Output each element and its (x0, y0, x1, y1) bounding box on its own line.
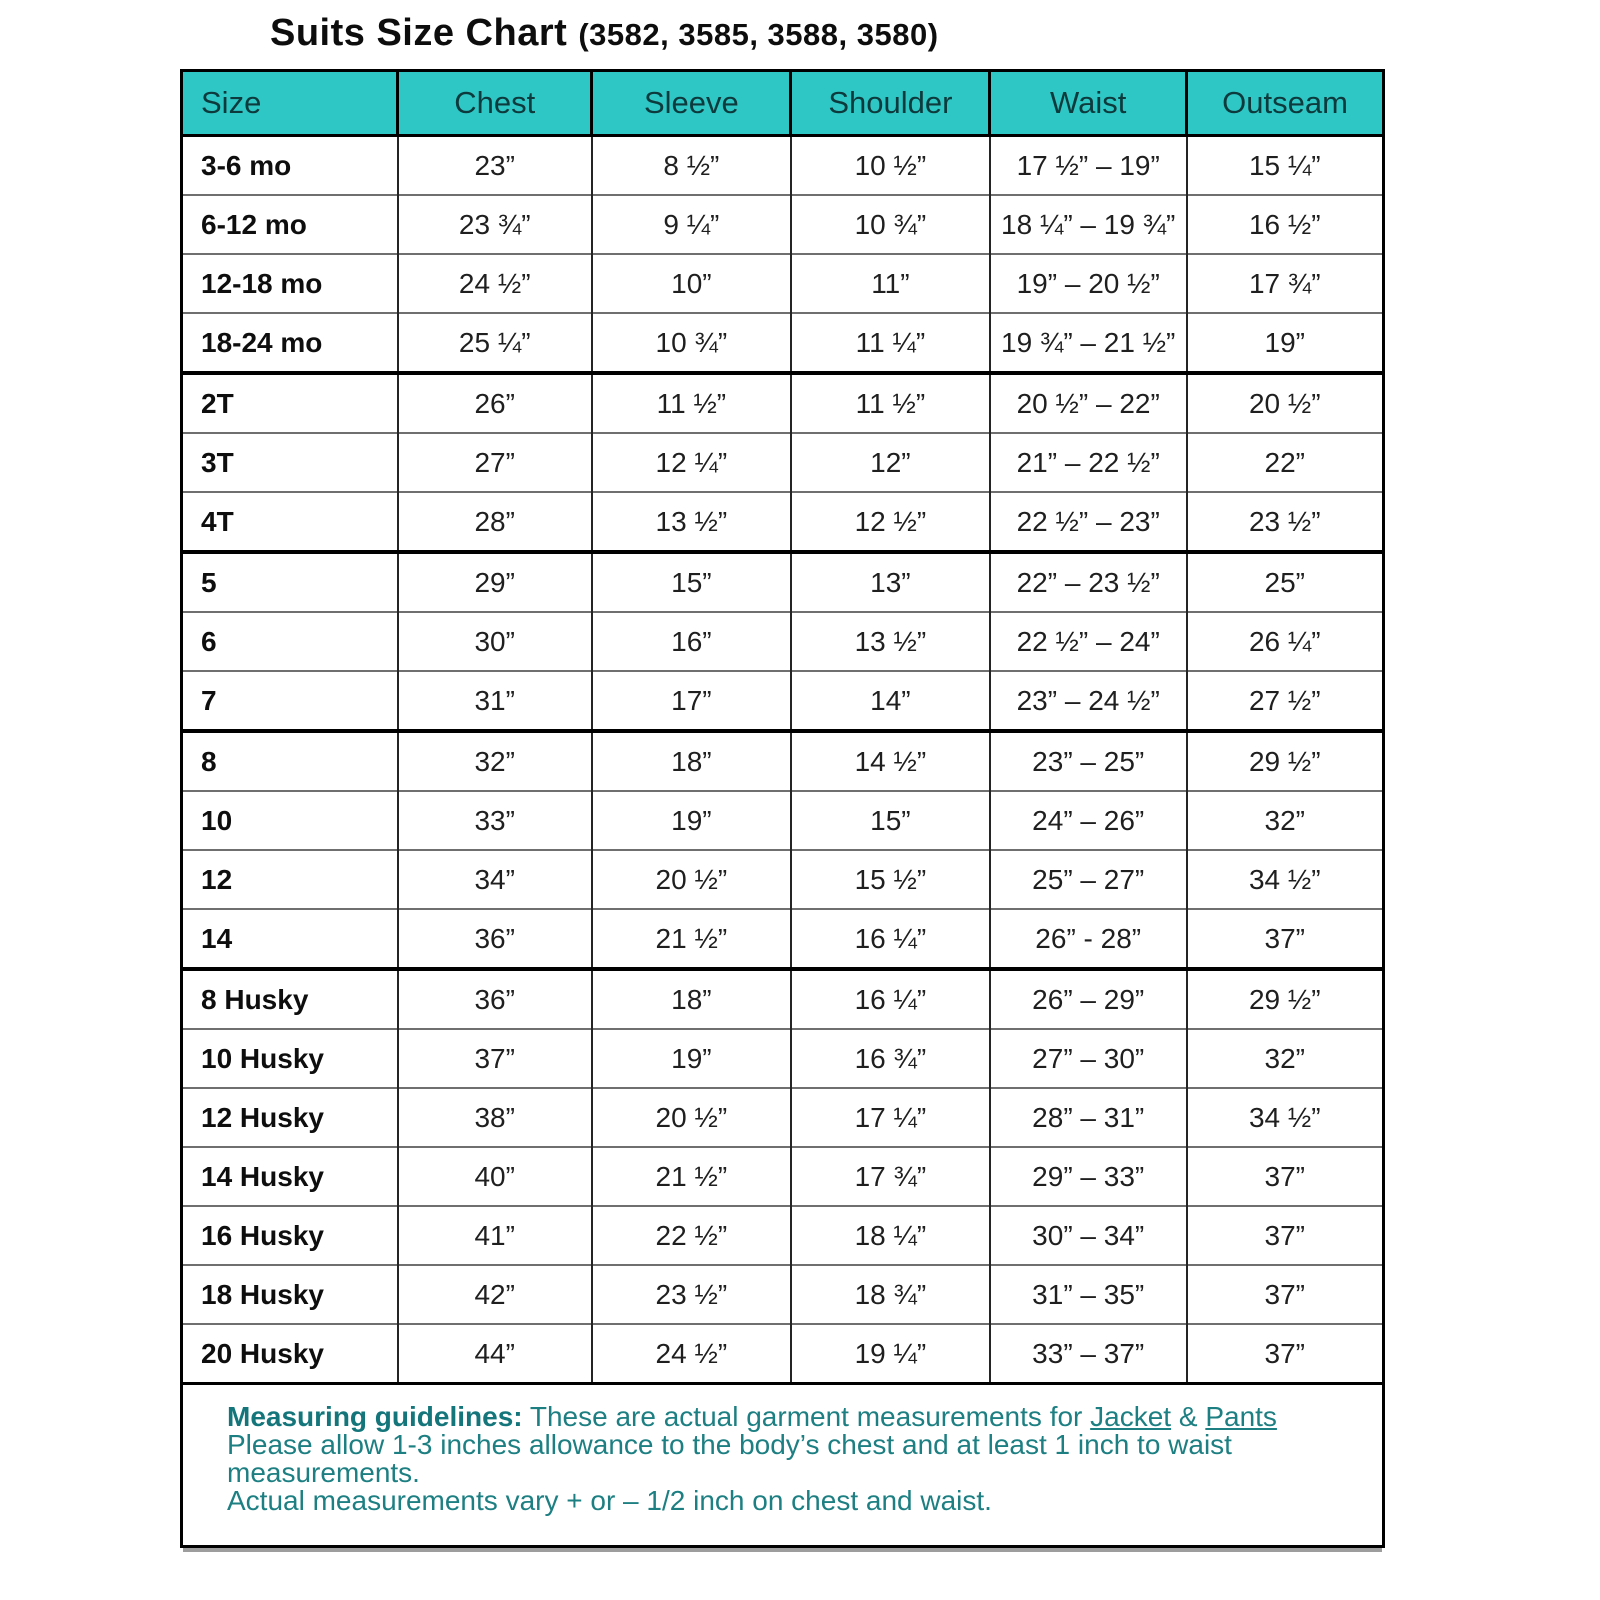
shoulder-cell: 15 ½” (791, 850, 990, 909)
sleeve-cell: 12 ¼” (592, 433, 791, 492)
sleeve-cell: 21 ½” (592, 1147, 791, 1206)
title-main: Suits Size Chart (270, 12, 568, 54)
sleeve-cell: 13 ½” (592, 492, 791, 552)
table-row (183, 671, 1382, 731)
guidelines-amp: & (1171, 1401, 1206, 1432)
size-cell: 7 (183, 671, 398, 731)
waist-cell: 28” – 31” (990, 1088, 1187, 1147)
waist-cell: 29” – 33” (990, 1147, 1187, 1206)
outseam-cell: 37” (1187, 1265, 1382, 1324)
size-cell: 6 (183, 612, 398, 671)
shoulder-cell: 11 ½” (791, 373, 990, 433)
size-cell: 3-6 mo (183, 136, 398, 196)
shoulder-cell: 10 ½” (791, 136, 990, 196)
sleeve-cell: 23 ½” (592, 1265, 791, 1324)
chest-cell: 31” (398, 671, 592, 731)
chest-cell: 26” (398, 373, 592, 433)
size-cell: 14 (183, 909, 398, 969)
waist-cell: 18 ¼” – 19 ¾” (990, 195, 1187, 254)
guidelines-line-2: Please allow 1-3 inches allowance to the body’s chest and at least 1 inch to waist measurements. (227, 1429, 1232, 1488)
table-row (183, 1029, 1382, 1088)
table-row (183, 492, 1382, 552)
table-row (183, 969, 1382, 1029)
table-body (183, 136, 1382, 1383)
table-row (183, 136, 1382, 196)
shoulder-cell: 16 ¼” (791, 969, 990, 1029)
waist-cell: 26” - 28” (990, 909, 1187, 969)
size-cell: 12 Husky (183, 1088, 398, 1147)
header-row (183, 72, 1382, 136)
size-cell: 6-12 mo (183, 195, 398, 254)
outseam-cell: 34 ½” (1187, 850, 1382, 909)
table-row (183, 1147, 1382, 1206)
outseam-cell: 26 ¼” (1187, 612, 1382, 671)
chest-cell: 28” (398, 492, 592, 552)
table-row (183, 254, 1382, 313)
shoulder-cell: 19 ¼” (791, 1324, 990, 1382)
waist-cell: 17 ½” – 19” (990, 136, 1187, 196)
table-row (183, 791, 1382, 850)
chest-cell: 27” (398, 433, 592, 492)
measuring-guidelines (183, 1382, 1382, 1545)
size-cell: 4T (183, 492, 398, 552)
shoulder-cell: 17 ¾” (791, 1147, 990, 1206)
outseam-cell: 37” (1187, 909, 1382, 969)
sleeve-cell: 18” (592, 731, 791, 791)
sleeve-cell: 10” (592, 254, 791, 313)
sleeve-cell: 21 ½” (592, 909, 791, 969)
waist-cell: 26” – 29” (990, 969, 1187, 1029)
waist-cell: 23” – 24 ½” (990, 671, 1187, 731)
waist-cell: 19 ¾” – 21 ½” (990, 313, 1187, 373)
sleeve-cell: 10 ¾” (592, 313, 791, 373)
shoulder-cell: 18 ¾” (791, 1265, 990, 1324)
size-cell: 10 (183, 791, 398, 850)
outseam-cell: 29 ½” (1187, 969, 1382, 1029)
shoulder-cell: 17 ¼” (791, 1088, 990, 1147)
shoulder-cell: 18 ¼” (791, 1206, 990, 1265)
chest-cell: 38” (398, 1088, 592, 1147)
guidelines-line-3: Actual measurements vary + or – 1/2 inch on chest and waist. (227, 1485, 992, 1516)
waist-cell: 22 ½” – 24” (990, 612, 1187, 671)
chest-cell: 42” (398, 1265, 592, 1324)
table-row (183, 909, 1382, 969)
size-cell: 16 Husky (183, 1206, 398, 1265)
size-cell: 2T (183, 373, 398, 433)
outseam-cell: 15 ¼” (1248, 149, 1321, 181)
pants-link: Pants (1205, 1401, 1277, 1432)
size-chart-frame (180, 69, 1385, 1548)
chest-cell: 23 ¾” (398, 195, 592, 254)
shoulder-cell: 13 ½” (791, 612, 990, 671)
shoulder-cell: 16 ¾” (791, 1029, 990, 1088)
header-waist: Waist (990, 72, 1187, 136)
chest-cell: 36” (398, 969, 592, 1029)
size-chart-table (183, 72, 1382, 1382)
page-title (270, 12, 1600, 55)
table-row (183, 552, 1382, 612)
chest-cell: 29” (398, 552, 592, 612)
waist-cell: 22” – 23 ½” (990, 552, 1187, 612)
table-row (183, 373, 1382, 433)
shoulder-cell: 11 ¼” (791, 313, 990, 373)
table-row (183, 1324, 1382, 1382)
sleeve-cell: 11 ½” (592, 373, 791, 433)
waist-cell: 24” – 26” (990, 791, 1187, 850)
waist-cell: 25” – 27” (990, 850, 1187, 909)
waist-cell: 31” – 35” (990, 1265, 1187, 1324)
size-cell: 10 Husky (183, 1029, 398, 1088)
outseam-cell: 27 ½” (1187, 671, 1382, 731)
size-cell: 8 (183, 731, 398, 791)
outseam-cell: 16 ½” (1187, 195, 1382, 254)
sleeve-cell: 15” (592, 552, 791, 612)
guidelines-line-1 (227, 1403, 1352, 1431)
header-chest: Chest (398, 72, 592, 136)
chest-cell: 34” (398, 850, 592, 909)
chest-cell: 36” (398, 909, 592, 969)
chest-cell: 24 ½” (398, 254, 592, 313)
shoulder-cell: 16 ¼” (791, 909, 990, 969)
table-row (183, 433, 1382, 492)
table-row (183, 313, 1382, 373)
size-cell: 5 (183, 552, 398, 612)
outseam-cell: 22” (1187, 433, 1382, 492)
chest-cell: 41” (398, 1206, 592, 1265)
size-cell: 18 Husky (183, 1265, 398, 1324)
sleeve-cell: 16” (592, 612, 791, 671)
shoulder-cell: 14” (791, 671, 990, 731)
size-cell: 12 (183, 850, 398, 909)
waist-cell: 22 ½” – 23” (990, 492, 1187, 552)
outseam-cell: 20 ½” (1187, 373, 1382, 433)
waist-cell: 33” – 37” (990, 1324, 1187, 1382)
chest-cell: 44” (398, 1324, 592, 1382)
table-row (183, 850, 1382, 909)
table-row (183, 195, 1382, 254)
outseam-cell: 19” (1187, 313, 1382, 373)
sleeve-cell: 17” (592, 671, 791, 731)
waist-cell: 23” – 25” (990, 731, 1187, 791)
table-row (183, 612, 1382, 671)
table-row (183, 1088, 1382, 1147)
size-cell: 3T (183, 433, 398, 492)
sleeve-cell: 8 ½” (592, 136, 791, 196)
waist-cell: 27” – 30” (990, 1029, 1187, 1088)
shoulder-cell: 12” (791, 433, 990, 492)
chest-cell: 32” (398, 731, 592, 791)
size-cell: 8 Husky (183, 969, 398, 1029)
outseam-cell: 37” (1187, 1324, 1382, 1382)
table-row (183, 731, 1382, 791)
outseam-cell: 32” (1187, 791, 1382, 850)
chest-cell: 37” (398, 1029, 592, 1088)
shoulder-cell: 13” (791, 552, 990, 612)
guidelines-intro: These are actual garment measurements for (522, 1401, 1091, 1432)
sleeve-cell: 19” (592, 1029, 791, 1088)
sleeve-cell: 19” (592, 791, 791, 850)
shoulder-cell: 10 ¾” (791, 195, 990, 254)
size-cell: 18-24 mo (183, 313, 398, 373)
chest-cell: 25 ¼” (398, 313, 592, 373)
waist-cell: 30” – 34” (990, 1206, 1187, 1265)
outseam-cell: 23 ½” (1187, 492, 1382, 552)
waist-cell: 21” – 22 ½” (990, 433, 1187, 492)
size-cell: 14 Husky (183, 1147, 398, 1206)
jacket-link: Jacket (1090, 1401, 1172, 1432)
sleeve-cell: 9 ¼” (592, 195, 791, 254)
header-sleeve: Sleeve (592, 72, 791, 136)
chest-cell: 23” (398, 136, 592, 196)
shoulder-cell: 15” (791, 791, 990, 850)
size-cell: 12-18 mo (183, 254, 398, 313)
header-outseam: Outseam (1187, 72, 1382, 136)
outseam-cell: 17 ¾” (1187, 254, 1382, 313)
sleeve-cell: 24 ½” (592, 1324, 791, 1382)
size-cell: 20 Husky (183, 1324, 398, 1382)
waist-cell: 19” – 20 ½” (990, 254, 1187, 313)
title-codes: (3582, 3585, 3588, 3580) (578, 17, 939, 52)
guidelines-label: Measuring guidelines: (227, 1401, 523, 1432)
table-row (183, 1265, 1382, 1324)
outseam-cell: 37” (1187, 1206, 1382, 1265)
sleeve-cell: 20 ½” (592, 850, 791, 909)
waist-cell: 20 ½” – 22” (990, 373, 1187, 433)
outseam-cell: 37” (1187, 1147, 1382, 1206)
sleeve-cell: 18” (592, 969, 791, 1029)
outseam-cell: 32” (1187, 1029, 1382, 1088)
chest-cell: 33” (398, 791, 592, 850)
header-shoulder: Shoulder (791, 72, 990, 136)
outseam-cell: 29 ½” (1187, 731, 1382, 791)
sleeve-cell: 22 ½” (592, 1206, 791, 1265)
sleeve-cell: 20 ½” (592, 1088, 791, 1147)
outseam-cell: 25” (1187, 552, 1382, 612)
chest-cell: 30” (398, 612, 592, 671)
outseam-cell: 34 ½” (1187, 1088, 1382, 1147)
shoulder-cell: 11” (791, 254, 990, 313)
chest-cell: 40” (398, 1147, 592, 1206)
header-size: Size (183, 72, 398, 136)
table-row (183, 1206, 1382, 1265)
shoulder-cell: 14 ½” (791, 731, 990, 791)
shoulder-cell: 12 ½” (791, 492, 990, 552)
